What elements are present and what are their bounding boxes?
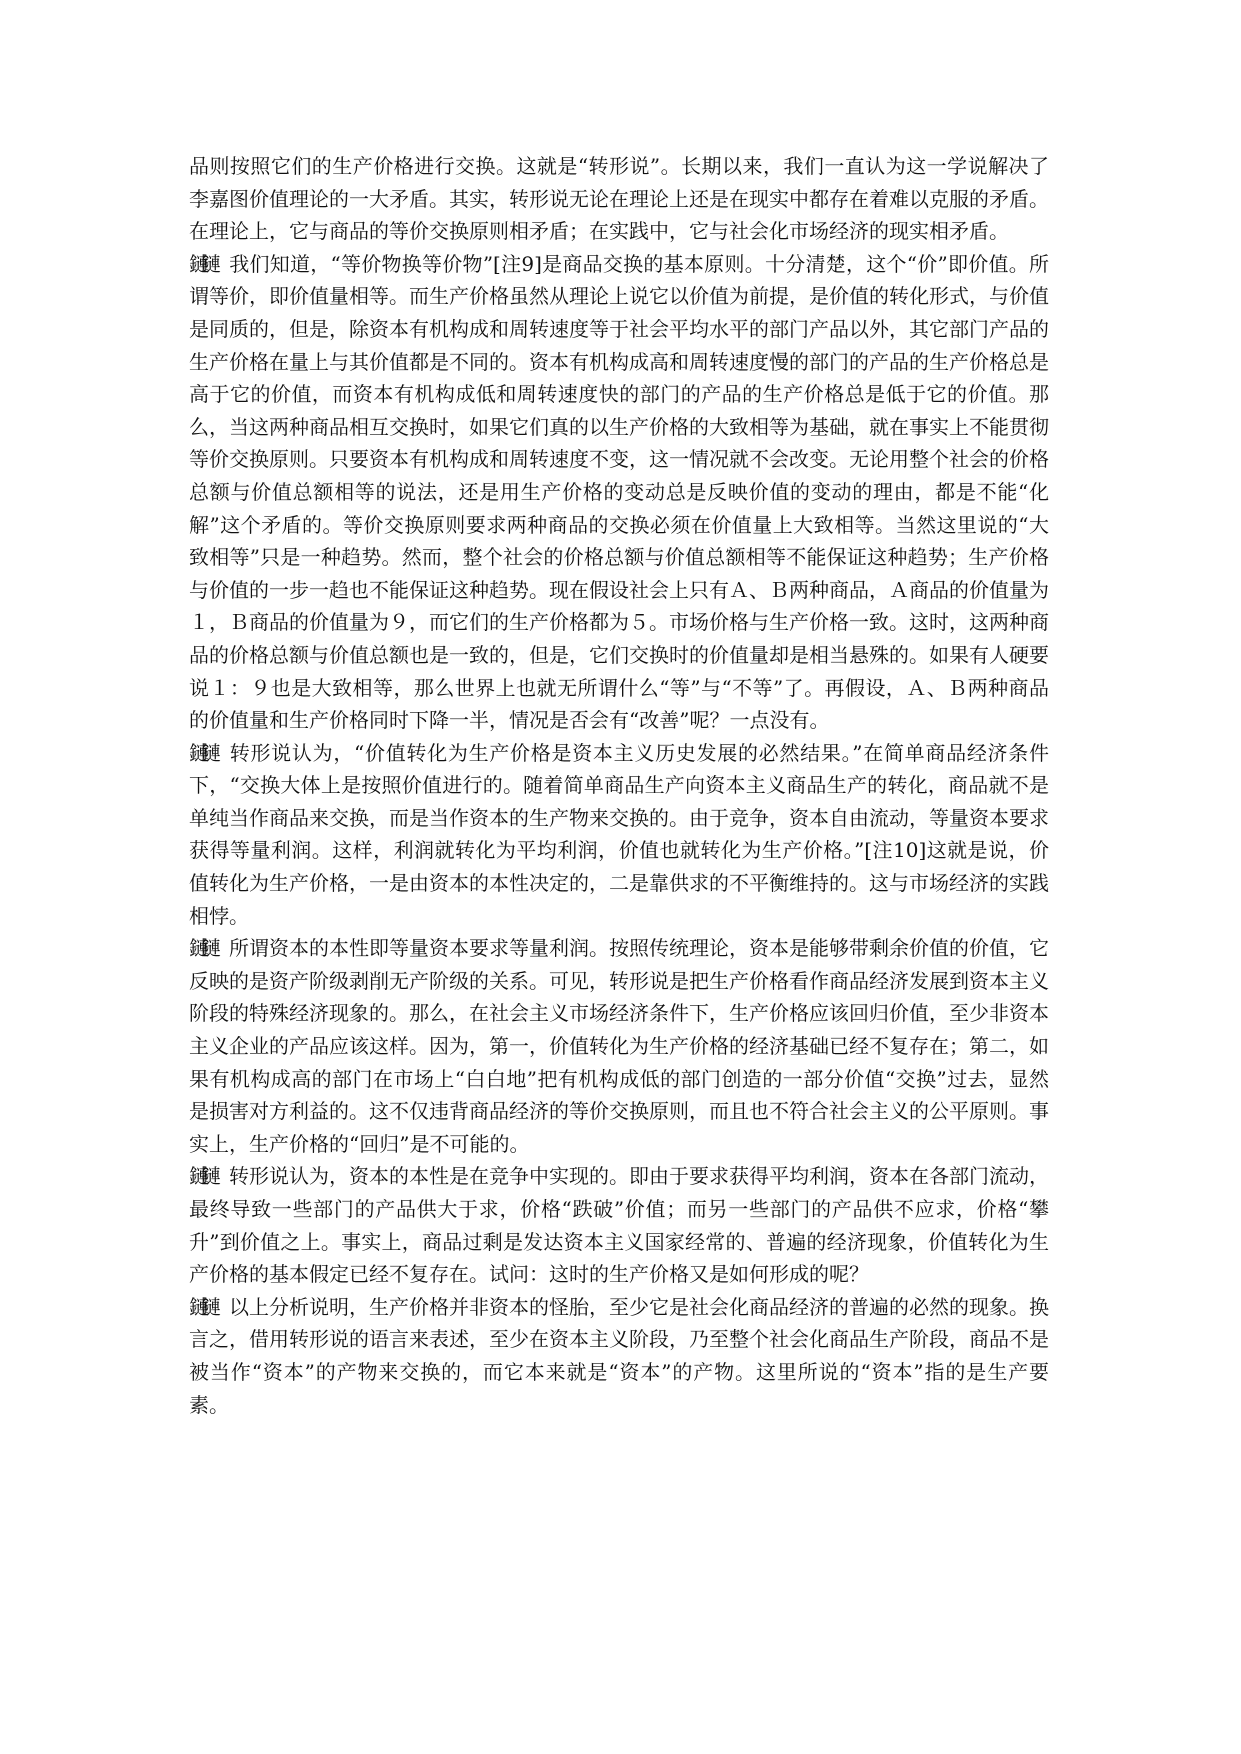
paragraph-1 [189, 150, 1049, 248]
paragraph-marker: 鏈鏈 [189, 1164, 213, 1189]
paragraph-text: 品则按照它们的生产价格进行交换。这就是“转形说”。长期以来，我们一直认为这一学说解决了李嘉图价值理论的一大矛盾。其实，转形说无论在理论上还是在现实中都存在着难以克服的矛盾。在理论上，它与商品的等价交换原则相矛盾；在实践中，它与社会化市场经济的现实相矛盾。 [189, 154, 1049, 244]
paragraph-marker: 鏈鏈 [189, 740, 213, 765]
paragraph-5 [189, 1160, 1049, 1290]
paragraph-text: 我们知道，“等价物换等价物”[注9]是商品交换的基本原则。十分清楚，这个“价”即价值。所谓等价，即价值量相等。而生产价格虽然从理论上说它以价值为前提，是价值的转化形式，与价值是同质的，但是，除资本有机构成和周转速度等于社会平均水平的部门产品以外，其它部门产品的生产价格在量上与其价值都是不同的。资本有机构成高和周转速度慢的部门的产品的生产价格总是高于它的价值，而资本有机构成低和周转速度快的部门的产品的生产价格总是低于它的价值。那么，当这两种商品相互交换时，如果它们真的以生产价格的大致相等为基础，就在事实上不能贯彻等价交换原则。只要资本有机构成和周转速度不变，这一情况就不会改变。无论用整个社会的价格总额与价值总额相等的说法，还是用生产价格的变动总是反映价值的变动的理由，都是不能“化解”这个矛盾的。等价交换原则要求两种商品的交换必须在价值量上大致相等。当然这里说的“大致相等”只是一种趋势。然而，整个社会的价格总额与价值总额相等不能保证这种趋势；生产价格与价值的一步一趋也不能保证这种趋势。现在假设社会上只有Ａ、Ｂ两种商品，Ａ商品的价值量为１，Ｂ商品的价值量为９，而它们的生产价格都为５。市场价格与生产价格一致。这时，这两种商品的价格总额与价值总额也是一致的，但是，它们交换时的价值量却是相当悬殊的。如果有人硬要说１：９也是大致相等，那么世界上也就无所谓什么“等”与“不等”了。再假设，Ａ、Ｂ两种商品的价值量和生产价格同时下降一半，情况是否会有“改善”呢？一点没有。 [189, 251, 1049, 733]
paragraph-marker: 鏈鏈 [189, 936, 213, 961]
paragraph-3 [189, 737, 1049, 933]
paragraph-text: 转形说认为，资本的本性是在竞争中实现的。即由于要求获得平均利润，资本在各部门流动，最终导致一些部门的产品供大于求，价格“跌破”价值；而另一些部门的产品供不应求，价格“攀升”到价值之上。事实上，商品过剩是发达资本主义国家经常的、普遍的经济现象，价值转化为生产价格的基本假定已经不复存在。试问：这时的生产价格又是如何形成的呢？ [189, 1164, 1049, 1287]
paragraph-marker: 鏈鏈 [189, 251, 213, 276]
paragraph-4 [189, 932, 1049, 1160]
body-text [189, 150, 1049, 1421]
paragraph-2 [189, 248, 1049, 737]
paragraph-text: 转形说认为，“价值转化为生产价格是资本主义历史发展的必然结果。”在简单商品经济条件下，“交换大体上是按照价值进行的。随着简单商品生产向资本主义商品生产的转化，商品就不是单纯当作商品来交换，而是当作资本的生产物来交换的。由于竞争，资本自由流动，等量资本要求获得等量利润。这样，利润就转化为平均利润，价值也就转化为生产价格。”[注10]这就是说，价值转化为生产价格，一是由资本的本性决定的，二是靠供求的不平衡维持的。这与市场经济的实践相悖。 [189, 740, 1049, 928]
paragraph-text: 所谓资本的本性即等量资本要求等量利润。按照传统理论，资本是能够带剩余价值的价值，它反映的是资产阶级剥削无产阶级的关系。可见，转形说是把生产价格看作商品经济发展到资本主义阶段的特殊经济现象的。那么，在社会主义市场经济条件下，生产价格应该回归价值，至少非资本主义企业的产品应该这样。因为，第一，价值转化为生产价格的经济基础已经不复存在；第二，如果有机构成高的部门在市场上“白白地”把有机构成低的部门创造的一部分价值“交换”过去，显然是损害对方利益的。这不仅违背商品经济的等价交换原则，而且也不符合社会主义的公平原则。事实上，生产价格的“回归”是不可能的。 [189, 936, 1049, 1156]
paragraph-marker: 鏈鏈 [189, 1294, 213, 1319]
paragraph-6 [189, 1291, 1049, 1421]
paragraph-text: 以上分析说明，生产价格并非资本的怪胎，至少它是社会化商品经济的普遍的必然的现象。换言之，借用转形说的语言来表述，至少在资本主义阶段，乃至整个社会化商品生产阶段，商品不是被当作“资本”的产物来交换的，而它本来就是“资本”的产物。这里所说的“资本”指的是生产要素。 [189, 1294, 1049, 1417]
